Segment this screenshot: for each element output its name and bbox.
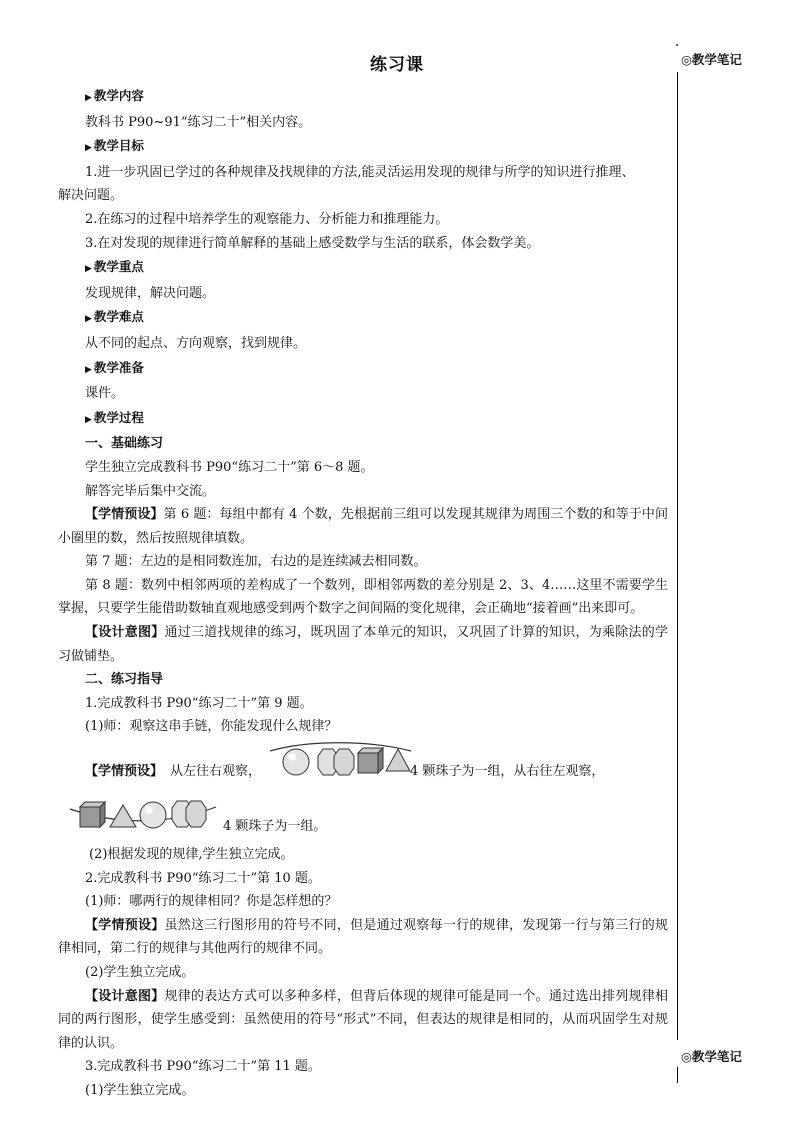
teaching-notes-label-top: ◎教学笔记 (681, 52, 742, 67)
design-intent-2: 【设计意图】规律的表达方式可以多种多样，但背后体现的规律可能是同一个。通过选出排列规律相同的两行图形，使学生感受到：虽然使用的符号“形式”不同，但表达的规律是相同的，从而巩固学生对规律的认识。 (58, 988, 668, 1051)
basic-practice-exchange: 解答完毕后集中交流。 (85, 483, 216, 499)
cube-bead (80, 807, 100, 827)
task-q9: 1.完成教科书 P90“练习二十”第 9 题。 (85, 695, 313, 711)
task-q10: 2.完成教科书 P90“练习二十”第 10 题。 (85, 870, 321, 886)
bracelet-rtl-image (68, 795, 218, 833)
triangle-bead (386, 749, 410, 771)
heading-key-points: ▶ 教学重点 (85, 259, 144, 275)
basic-practice-task: 学生独立完成教科书 P90“练习二十”第 6～8 题。 (85, 459, 374, 475)
task-q11-step-1: (1)学生独立完成。 (85, 1082, 195, 1098)
paragraph-key-points: 发现规律，解决问题。 (85, 285, 216, 301)
heading-goals: ▶ 教学目标 (85, 138, 144, 154)
task-q9-step-2: (2)根据发现的规律,学生独立完成。 (89, 847, 294, 863)
preset-q9-text-a: 从左往右观察， (170, 764, 262, 780)
sphere-bead-highlight (145, 806, 153, 814)
triangle-bead (110, 805, 136, 827)
notes-column-rule-bottom (677, 1067, 678, 1083)
preset-tag: 【学情预设】 (85, 764, 164, 780)
octagon-bead (186, 801, 206, 827)
preset-q9-row-2 (58, 795, 668, 843)
task-q11: 3.完成教科书 P90“练习二十”第 11 题。 (85, 1059, 321, 1075)
heading-content: ▶ 教学内容 (85, 88, 144, 103)
cube-bead-side (100, 802, 105, 827)
triangle-bullet-icon: ▶ (85, 314, 92, 325)
teaching-notes-label-bottom: ◎教学笔记 (681, 1049, 742, 1064)
triangle-bullet-icon: ▶ (85, 143, 92, 154)
goal-2: 2.在练习的过程中培养学生的观察能力、分析能力和推理能力。 (85, 211, 449, 227)
triangle-bullet-icon: ▶ (85, 364, 92, 375)
sphere-bead (283, 749, 309, 775)
octagon-bead (334, 749, 354, 775)
triangle-bullet-icon: ▶ (85, 264, 92, 275)
preset-q10: 【学情预设】虽然这三行图形用的符号不同，但是通过观察每一行的规律，发现第一行与第三行的规律相同，第二行的规律与其他两行的规律不同。 (58, 917, 668, 957)
goal-1-line-2: 解决问题。 (58, 188, 124, 204)
cube-bead-side (378, 748, 383, 773)
preset-q6: 【学情预设】第 6 题：每组中都有 4 个数，先根据前三组可以发现其规律为周围三个数的和等于中间小圈里的数，然后按照规律填数。 (58, 507, 668, 546)
task-q10-step-2: (2)学生独立完成。 (85, 965, 195, 980)
section-basic-practice: 一、基础练习 (85, 436, 164, 452)
heading-preparation: ▶ 教学准备 (85, 359, 144, 375)
preset-q9-row-1 (58, 739, 668, 795)
cube-bead (358, 753, 378, 773)
sphere-bead-highlight (288, 753, 296, 761)
preset-q7: 第 7 题：左边的是相同数连加，右边的是连续减去相同数。 (85, 554, 427, 570)
triangle-bullet-icon: ▶ (85, 414, 92, 425)
preset-q8: 第 8 题：数列中相邻两项的差构成了一个数列，即相邻两数的差分别是 2、3、4……这里不需要学生掌握，只要学生能借助数轴直观地感受到两个数字之间间隔的变化规律，会正确地“接着画”出来即可。 (58, 577, 668, 617)
goal-1-line-1: 1.进一步巩固已学过的各种规律及找规律的方法,能灵活运用发现的规律与所学的知识进行推理、 (85, 164, 635, 180)
task-q9-step-1: (1)师：观察这串手链，你能发现什么规律？ (85, 719, 338, 735)
paragraph-content: 教科书 P90~91“练习二十”相关内容。 (85, 114, 312, 130)
heading-process: ▶ 教学过程 (85, 409, 144, 425)
task-q10-step-1: (1)师：哪两行的规律相同？你是怎样想的？ (85, 894, 338, 910)
design-intent-1: 【设计意图】通过三道找规律的练习，既巩固了本单元的知识，又巩固了计算的知识，为乘除法的学习做铺垫。 (58, 625, 668, 664)
paragraph-preparation: 课件。 (85, 386, 125, 402)
notes-column-rule (677, 72, 678, 1040)
triangle-bullet-icon: ▶ (85, 93, 92, 103)
margin-dot (676, 44, 678, 46)
paragraph-difficulties: 从不同的起点、方向观察，找到规律。 (85, 335, 307, 351)
heading-difficulties: ▶ 教学难点 (85, 309, 144, 325)
sphere-bead (140, 802, 166, 828)
preset-q9-text-b: 4 颗珠子为一组，从右往左观察， (410, 764, 605, 780)
goal-3: 3.在对发现的规律进行简单解释的基础上感受数学与生活的联系，体会数学美。 (85, 235, 540, 251)
page-title: 练习课 (370, 55, 424, 75)
lesson-plan-body (58, 84, 668, 1103)
preset-q9-text-c: 4 颗珠子为一组。 (223, 819, 327, 835)
bracelet-ltr-image (268, 741, 413, 781)
section-practice-guidance: 二、练习指导 (85, 672, 164, 688)
